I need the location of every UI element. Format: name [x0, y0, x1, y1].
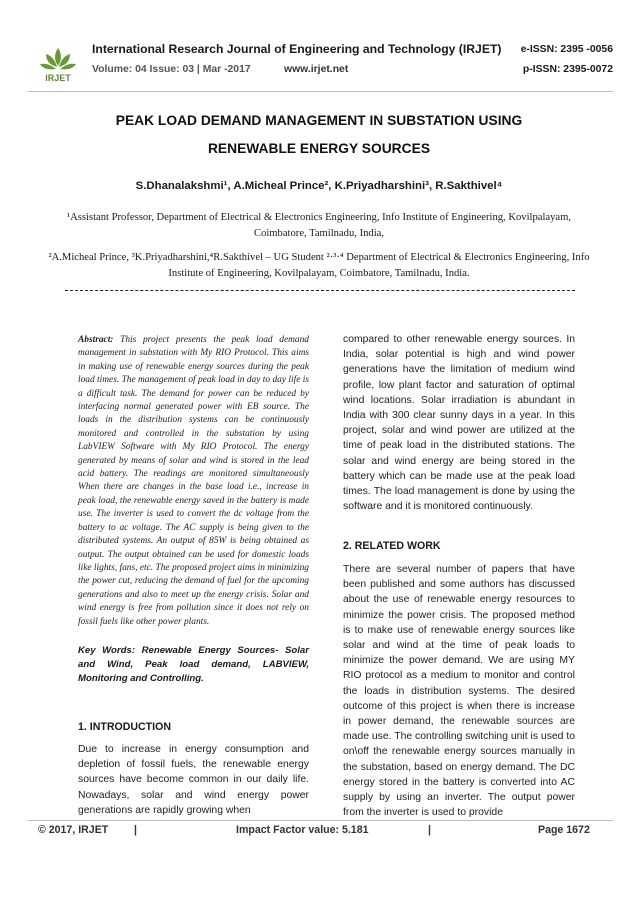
- author-list: S.Dhanalakshmi¹, A.Micheal Prince², K.Priyadharshini³, R.Sakthivel⁴: [135, 180, 503, 192]
- e-issn: e-ISSN: 2395 -0056: [520, 44, 613, 55]
- header-divider: [28, 91, 613, 92]
- affiliation-2: ²A.Micheal Prince, ³K.Priyadharshini,⁴R.Sakthivel – UG Student ²·³·⁴ Department of Electrical & Electronics Engineering, Info Institute of Engineering, Kovilpalayam, Coimbatore, Tamilnadu, India.: [48, 252, 590, 279]
- section-separator: [65, 290, 575, 291]
- paper-title-line-1: PEAK LOAD DEMAND MANAGEMENT IN SUBSTATION USING: [115, 113, 523, 128]
- footer-impact-factor: Impact Factor value: 5.181: [236, 824, 369, 836]
- footer-copyright: © 2017, IRJET: [38, 824, 109, 836]
- column-2-continuation: compared to other renewable energy sources. In India, solar potential is high and wind power generations have the limitation of medium wind profile, low plant factor and saturation of optimal wind locations. Solar irradiation is abundant in India with 300 clear sunny days in a year. In this project, solar and wind power are utilized at the time of peak load in the distributed stations. The solar and wind energy are being stored in the battery which can be made use at the peak load times. The load management is done by using the software and it is monitored continuously.: [343, 334, 575, 513]
- abstract-label: Abstract:: [78, 335, 114, 345]
- p-issn: p-ISSN: 2395-0072: [522, 64, 613, 75]
- journal-header: [28, 42, 613, 90]
- intro-heading: 1. INTRODUCTION: [78, 721, 171, 733]
- journal-website-link[interactable]: www.irjet.net: [284, 64, 349, 75]
- volume-issue: Volume: 04 Issue: 03 | Mar -2017: [92, 64, 251, 75]
- footer-separator-1: |: [134, 824, 137, 836]
- intro-text: Due to increase in energy consumption and depletion of fossil fuels, the renewable energy sources have become common in our daily life. Nowadays, solar and wind energy power generations are rapidly growing when: [78, 744, 309, 816]
- affiliation-1: ¹Assistant Professor, Department of Electrical & Electronics Engineering, Info Institute of Engineering, Kovilpalayam, Coimbatore, Tamilnadu, India,: [66, 212, 572, 239]
- footer-divider: [28, 820, 613, 821]
- footer-page-number: Page 1672: [538, 824, 590, 836]
- irjet-logo-icon: [34, 44, 82, 84]
- page-footer: [28, 824, 613, 840]
- abstract: [78, 334, 309, 629]
- journal-title: International Research Journal of Engineering and Technology (IRJET): [92, 42, 502, 56]
- related-work-text: There are several number of papers that have been published and some authors has discussed about the use of renewable energy resources to minimize the power crisis. The proposed method is to make use of renewable energy sources like solar and wind at the time of peak loads to minimize the power demand. We are using MY RIO protocol as a medium to monitor and control the loads in distribution systems. The desired outcome of this project is when there is increase in power demand, the renewable sources are made use. The controlling switching unit is used to on\off the renewable energy sources manually in the substation, based on energy demand. The DC energy stored in the battery is converted into AC supply by using an inverter. The output power from the inverter is used to provide: [343, 564, 575, 819]
- related-work-heading: 2. RELATED WORK: [343, 540, 441, 552]
- keywords: Key Words: Renewable Energy Sources- Solar and Wind, Peak load demand, LABVIEW, Monitoring and Controlling.: [78, 645, 309, 684]
- abstract-text: This project presents the peak load demand management in substation with My RIO Protocol. This aims in making use of renewable energy sources during the peak load times. The management of peak load in day to day life is a difficult task. The demand for power can be reduced by interfacing normal generated power with EB source. The loads in the distribution systems can be continuously monitored and controlled in the substation by using LabVIEW Software with My RIO Protocol. The energy generated by means of solar and wind is stored in the lead acid battery. The readings are monitored simultaneously When there are changes in the base load i.e., increase in peak load, the renewable energy saved in the battery is made use. The inverter is used to convert the dc voltage from the battery to ac voltage. The AC supply is being given to the distributed systems. An output of 85W is being obtained as output. The output obtained can be used for domestic loads like lights, fans, etc. The proposed project aims in minimizing the power cut, reducing the demand of fuel for the upcoming generations and also to meet up the energy crisis. Solar and wind energy is free from pollution since it does not rely on fossil fuels like other power plants.: [78, 335, 309, 627]
- paper-title-line-2: RENEWABLE ENERGY SOURCES: [207, 141, 431, 156]
- footer-separator-2: |: [428, 824, 431, 836]
- logo-text: IRJET: [45, 73, 71, 83]
